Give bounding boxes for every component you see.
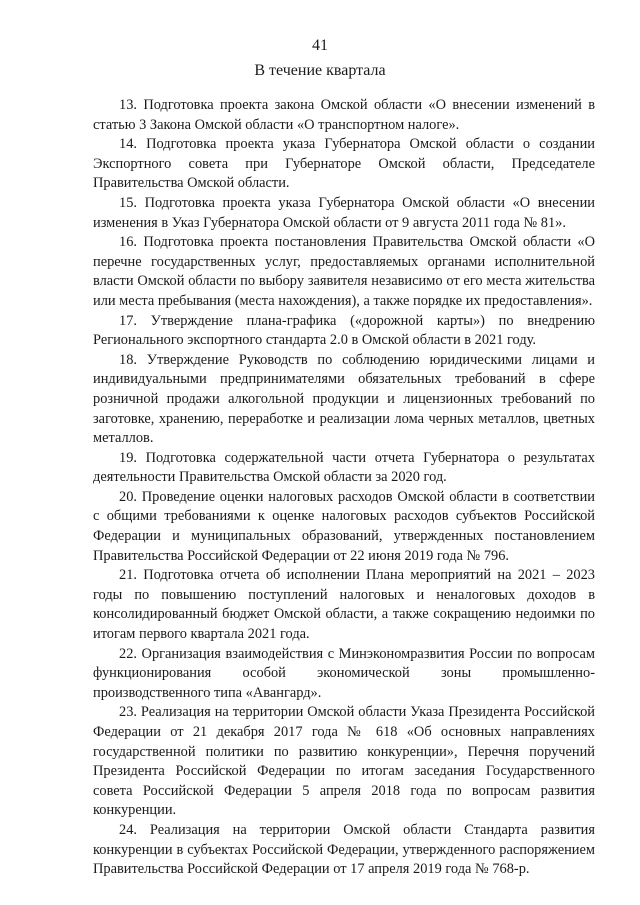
item-list [93, 96, 595, 880]
list-item-18: 18. Утверждение Руководств по соблюдению юридическими лицами и индивидуальными предпринимателями обязательных требований в сфере розничной продажи алкогольной продукции и лицензионных требований по заготовке, хранению, переработке и реализации лома черных металлов, цветных металлов. [93, 351, 595, 447]
list-item-16: 16. Подготовка проекта постановления Правительства Омской области «О перечне государственных услуг, предоставляемых органами исполнительной власти Омской области по выбору заявителя независимо от его места жительства или места пребывания (места нахождения), а также порядке их предоставления». [93, 234, 595, 309]
list-item-15: 15. Подготовка проекта указа Губернатора Омской области «О внесении изменения в Указ Губернатора Омской области от 9 августа 2011 года № 81». [93, 194, 595, 231]
list-item-13: 13. Подготовка проекта закона Омской области «О внесении изменений в статью 3 Закона Омской области «О транспортном налоге». [93, 97, 595, 133]
list-item-23: 23. Реализация на территории Омской области Указа Президента Российской Федерации от 21 декабря 2017 года № 618 «Об основных направлениях государственной политики по развитию конкуренции», Перечня поручений Президента Российской Федерации по итогам заседания Государственного совета Российской Федерации 5 апреля 2018 года по вопросам развития конкуренции. [93, 704, 595, 819]
list-item-24: 24. Реализация на территории Омской области Стандарта развития конкуренции в субъектах Российской Федерации, утвержденного распоряжением Правительства Российской Федерации от 17 апреля 2019 года № 768-р. [93, 821, 595, 878]
list-item-17: 17. Утверждение плана-графика («дорожной карты») по внедрению Регионального экспортного стандарта 2.0 в Омской области в 2021 году. [93, 312, 595, 349]
section-heading: В течение квартала [254, 62, 386, 79]
list-item-21: 21. Подготовка отчета об исполнении Плана мероприятий на 2021 – 2023 годы по повышению поступлений налоговых и неналоговых доходов в консолидированный бюджет Омской области, а также сокращению недоимки по итогам первого квартала 2021 года. [93, 567, 595, 643]
list-item-14: 14. Подготовка проекта указа Губернатора Омской области о создании Экспортного совета при Губернаторе Омской области, Председателе Правительства Омской области. [93, 136, 595, 192]
page-number: 41 [312, 37, 328, 54]
list-item-19: 19. Подготовка содержательной части отчета Губернатора о результатах деятельности Правительства Омской области за 2020 год. [93, 449, 595, 486]
list-item-20: 20. Проведение оценки налоговых расходов Омской области в соответствии с общими требованиями к оценке налоговых расходов субъектов Российской Федерации и муниципальных образований, утвержденных постановлением Правительства Российской Федерации от 22 июня 2019 года № 796. [93, 488, 595, 564]
list-item-22: 22. Организация взаимодействия с Минэкономразвития России по вопросам функционирования особой экономической зоны промышленно-производственного типа «Авангард». [93, 645, 595, 701]
